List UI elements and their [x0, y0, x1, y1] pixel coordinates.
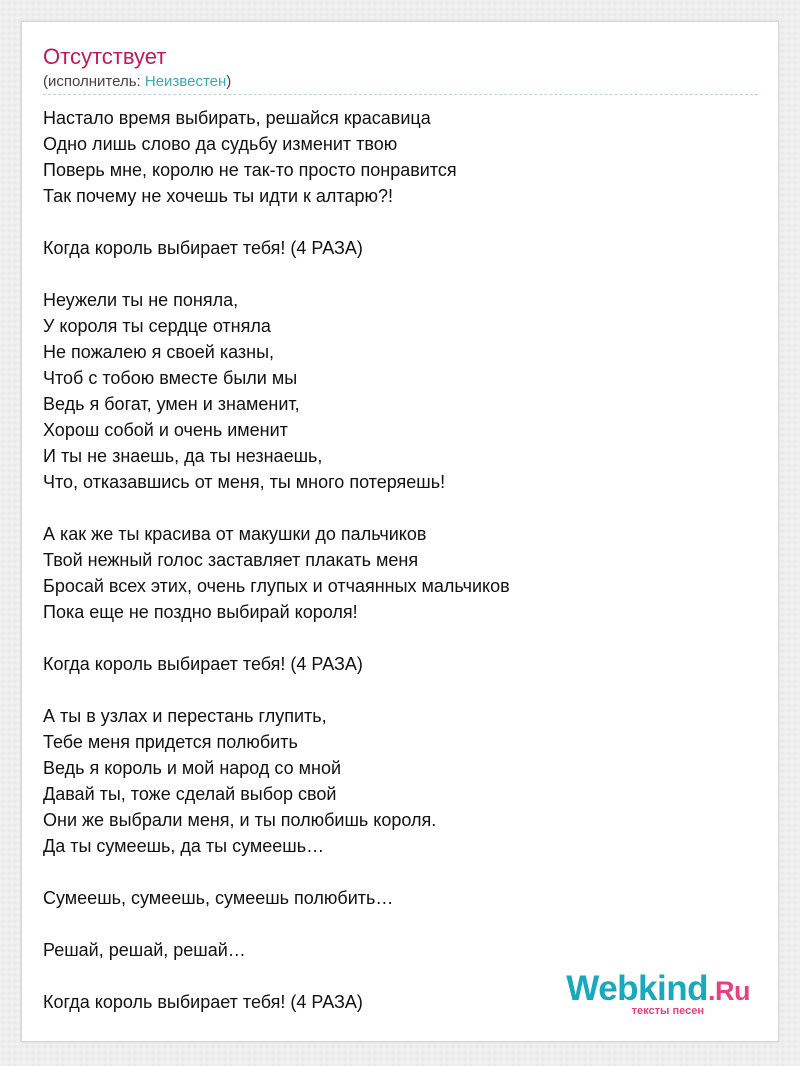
- lyrics-line: Не пожалею я своей казны,: [43, 342, 275, 362]
- lyrics-stanza: [43, 937, 763, 963]
- lyrics-page: [21, 21, 779, 1042]
- lyrics-line: Настало время выбирать, решайся красавица: [43, 108, 431, 128]
- lyrics-line: А как же ты красива от макушки до пальчиков: [43, 524, 427, 544]
- lyrics-line: Так почему не хочешь ты идти к алтарю?!: [43, 186, 393, 206]
- artist-suffix: ): [226, 73, 232, 90]
- lyrics-line: Пока еще не поздно выбирай короля!: [43, 602, 358, 622]
- lyrics-line: Одно лишь слово да судьбу изменит твою: [43, 134, 398, 154]
- site-logo[interactable]: [566, 971, 750, 1017]
- lyrics-line: Твой нежный голос заставляет плакать меня: [43, 550, 419, 570]
- artist-prefix: (исполнитель:: [43, 73, 145, 90]
- logo-tld: .Ru: [708, 976, 750, 1006]
- lyrics-stanza: [43, 287, 763, 495]
- lyrics-line: Когда король выбирает тебя! (4 РАЗА): [43, 992, 363, 1012]
- lyrics-line: Ведь я богат, умен и знаменит,: [43, 394, 300, 414]
- lyrics-line: Поверь мне, королю не так-то просто понравится: [43, 160, 457, 180]
- lyrics-line: Давай ты, тоже сделай выбор свой: [43, 784, 337, 804]
- lyrics-stanza: [43, 703, 763, 859]
- logo-wordmark: [566, 971, 750, 1009]
- artist-line: [43, 73, 231, 91]
- artist-link[interactable]: Неизвестен: [144, 73, 227, 90]
- lyrics-line: Они же выбрали меня, и ты полюбишь короля.: [43, 810, 437, 830]
- lyrics-line: Бросай всех этих, очень глупых и отчаянных мальчиков: [43, 576, 510, 596]
- lyrics-line: Когда король выбирает тебя! (4 РАЗА): [43, 654, 363, 674]
- lyrics-line: Да ты сумеешь, да ты сумеешь…: [43, 836, 325, 856]
- lyrics-line: У короля ты сердце отняла: [43, 316, 271, 336]
- lyrics-line: Когда король выбирает тебя! (4 РАЗА): [43, 238, 363, 258]
- lyrics-line: И ты не знаешь, да ты незнаешь,: [43, 446, 323, 466]
- lyrics-line: Сумеешь, сумеешь, сумеешь полюбить…: [43, 888, 394, 908]
- lyrics-text: [43, 105, 763, 1041]
- logo-tagline: тексты песен: [631, 1005, 704, 1017]
- lyrics-stanza: [43, 235, 763, 261]
- lyrics-line: Тебе меня придется полюбить: [43, 732, 298, 752]
- lyrics-stanza: [43, 885, 763, 911]
- lyrics-line: Чтоб с тобою вместе были мы: [43, 368, 298, 388]
- lyrics-line: Ведь я король и мой народ со мной: [43, 758, 342, 778]
- title-divider: [43, 94, 758, 95]
- lyrics-line: Хорош собой и очень именит: [43, 420, 288, 440]
- lyrics-line: Что, отказавшись от меня, ты много потеряешь!: [43, 472, 446, 492]
- lyrics-line: Неужели ты не поняла,: [43, 290, 239, 310]
- lyrics-stanza: [43, 651, 763, 677]
- lyrics-stanza: [43, 105, 763, 209]
- lyrics-line: А ты в узлах и перестань глупить,: [43, 706, 327, 726]
- lyrics-line: Решай, решай, решай…: [43, 940, 246, 960]
- lyrics-stanza: [43, 521, 763, 625]
- song-title: Отсутствует: [43, 44, 167, 69]
- logo-main-text: Webkind: [566, 969, 708, 1008]
